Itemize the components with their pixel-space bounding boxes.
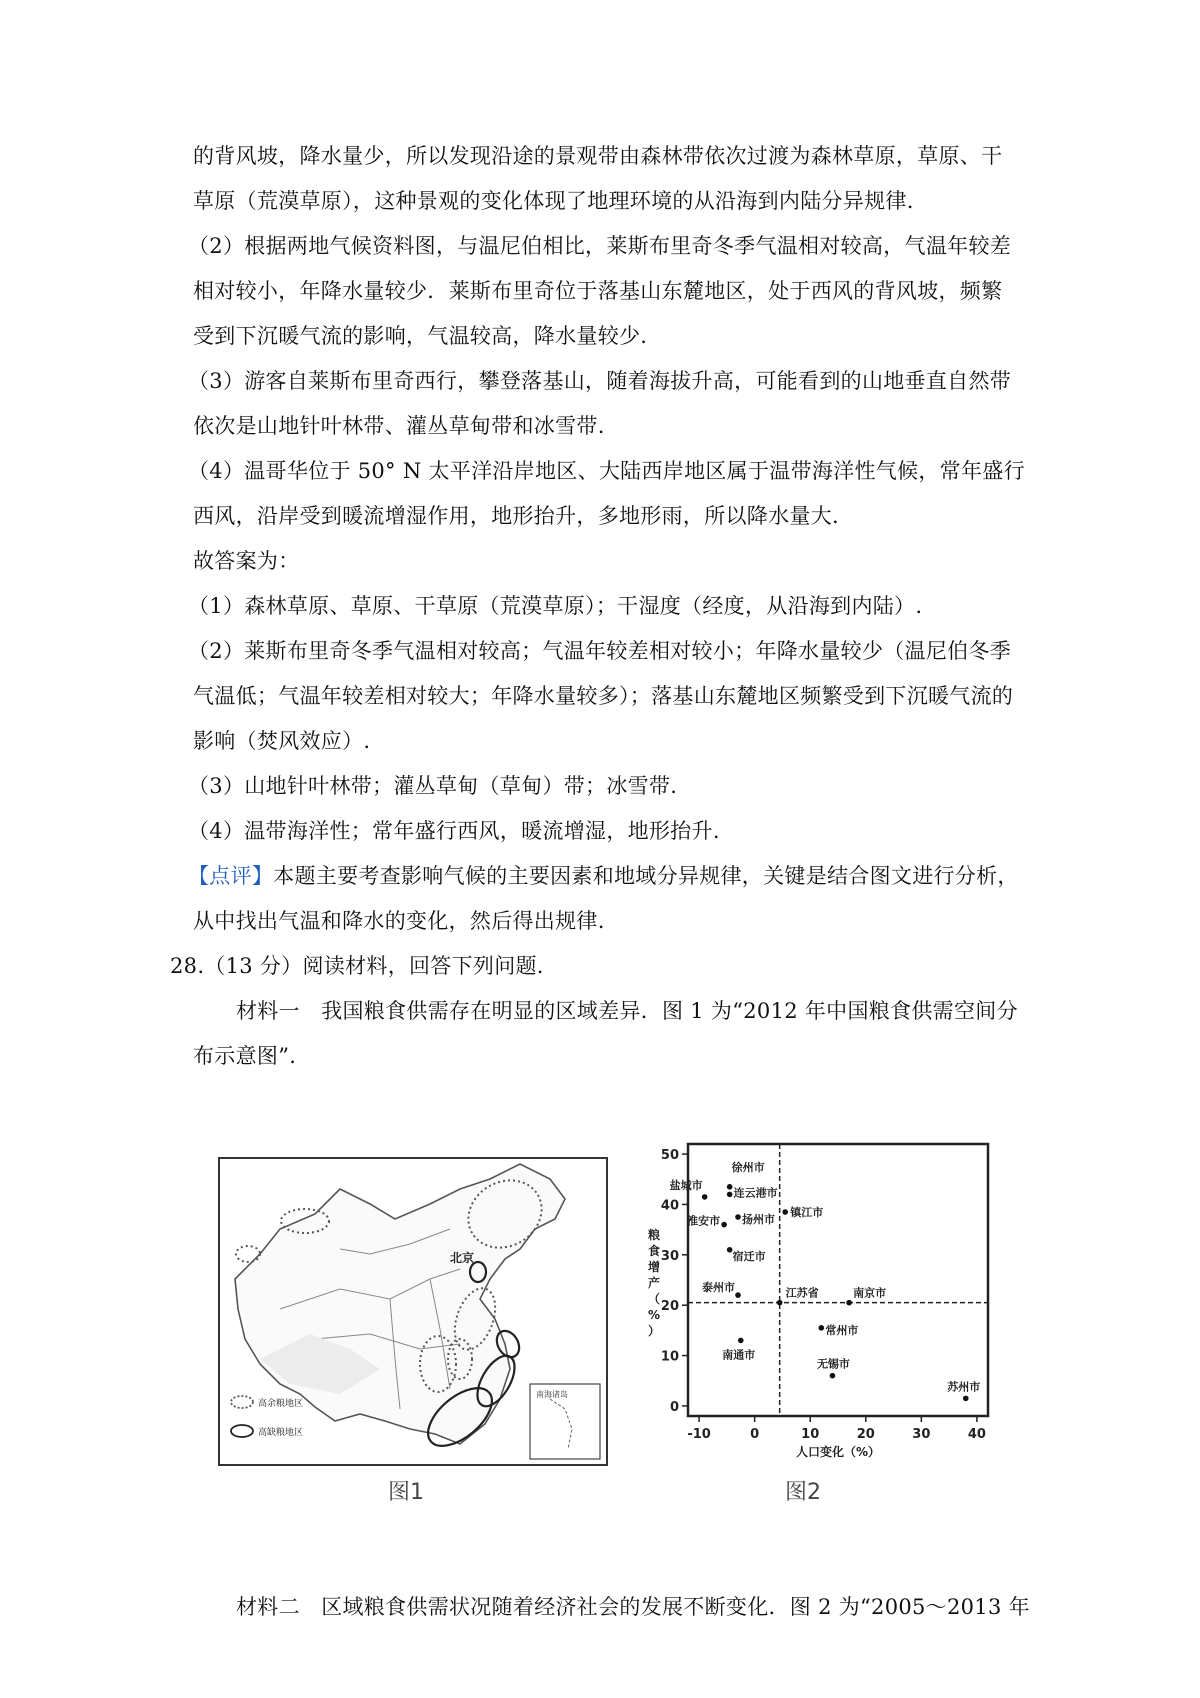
x-tick-label: -10 xyxy=(687,1427,711,1442)
point-label: 常州市 xyxy=(825,1323,859,1337)
data-point xyxy=(727,1192,733,1198)
answer-line-1: （1）森林草原、草原、干草原（荒漠草原）；干湿度（经度，从沿海到内陆）. xyxy=(188,594,923,618)
china-map-svg xyxy=(220,1159,606,1464)
question-28: 28.（13 分）阅读材料，回答下列问题. xyxy=(170,954,544,978)
y-tick-label: 50 xyxy=(660,1148,679,1164)
answer-line-4: 影响（焚风效应）. xyxy=(193,729,371,753)
para-line-7: 依次是山地针叶林带、灌丛草甸带和冰雪带. xyxy=(193,414,605,438)
point-label: 盐城市 xyxy=(669,1178,703,1192)
data-point xyxy=(727,1184,733,1190)
para-line-9: 西风，沿岸受到暖流增湿作用，地形抬升，多地形雨，所以降水量大. xyxy=(193,504,839,528)
data-point xyxy=(727,1247,733,1253)
para-line-5: 受到下沉暖气流的影响，气温较高，降水量较少. xyxy=(193,324,648,348)
y-tick-label: 20 xyxy=(660,1299,679,1315)
answer-line-3: 气温低；气温年较差相对较大；年降水量较多）；落基山东麓地区频繁受到下沉暖气流的 xyxy=(193,684,1014,708)
point-label: 宿迁市 xyxy=(732,1249,766,1263)
point-label: 淮安市 xyxy=(687,1214,721,1228)
y-axis-label-char: 食 xyxy=(647,1244,661,1258)
nanhai-label: 南海诸岛 xyxy=(536,1390,568,1399)
plot-frame xyxy=(688,1144,988,1416)
x-tick-label: 10 xyxy=(801,1427,820,1442)
data-point xyxy=(819,1325,825,1331)
para-line-3: （2）根据两地气候资料图，与温尼伯相比，莱斯布里奇冬季气温相对较高，气温年较差 xyxy=(188,234,1012,258)
x-axis-label: 人口变化（%） xyxy=(795,1445,881,1459)
figure-1-map xyxy=(218,1157,608,1466)
y-axis-label-char: % xyxy=(647,1308,661,1322)
x-tick-label: 0 xyxy=(750,1427,760,1442)
y-axis-label-char: 粮 xyxy=(647,1228,661,1242)
point-label: 扬州市 xyxy=(742,1213,775,1227)
surplus-area-west xyxy=(236,1246,260,1262)
data-point xyxy=(777,1300,783,1306)
y-axis-label-char: （ xyxy=(647,1292,661,1306)
para-line-2: 草原（荒漠草原），这种景观的变化体现了地理环境的从沿海到内陆分异规律. xyxy=(193,189,914,213)
y-tick-label: 0 xyxy=(669,1399,679,1415)
figure-1-caption: 图1 xyxy=(388,1480,424,1505)
y-axis-label-char: 产 xyxy=(647,1276,661,1290)
review-text: 本题主要考查影响气候的主要因素和地域分异规律，关键是结合图文进行分析， xyxy=(273,864,1019,888)
scatter-chart-svg xyxy=(640,1132,1000,1492)
data-point xyxy=(846,1300,852,1306)
data-point xyxy=(963,1396,969,1402)
answer-line-6: （4）温带海洋性；常年盛行西风，暖流增湿，地形抬升. xyxy=(188,819,720,843)
material-1-line-2: 布示意图”. xyxy=(193,1044,297,1068)
point-label: 徐州市 xyxy=(731,1160,765,1174)
y-tick-label: 40 xyxy=(660,1198,679,1214)
legend-deficit-icon xyxy=(231,1425,253,1437)
data-point xyxy=(782,1209,788,1215)
data-point xyxy=(721,1222,727,1228)
para-line-4: 相对较小，年降水量较少．莱斯布里奇位于落基山东麓地区，处于西风的背风坡，频繁 xyxy=(193,279,1003,303)
review-tag: 【点评】 xyxy=(188,864,274,888)
x-tick-label: 30 xyxy=(912,1427,931,1442)
x-tick-label: 20 xyxy=(856,1427,875,1442)
material-2-line: 材料二 区域粮食供需状况随着经济社会的发展不断变化．图 2 为“2005～2013 年 xyxy=(236,1595,1030,1619)
x-tick-label: 40 xyxy=(967,1427,986,1442)
point-label: 南京市 xyxy=(853,1286,887,1300)
point-label: 南通市 xyxy=(722,1348,756,1362)
y-tick-label: 10 xyxy=(660,1349,679,1365)
para-line-1: 的背风坡，降水量少，所以发现沿途的景观带由森林带依次过渡为森林草原，草原、干 xyxy=(193,144,1003,168)
legend-surplus-icon xyxy=(231,1396,253,1408)
legend-deficit-label: 高缺粮地区 xyxy=(258,1428,304,1438)
beijing-label: 北京 xyxy=(450,1251,475,1265)
point-label: 连云港市 xyxy=(733,1186,778,1200)
material-1-line-1: 材料一 我国粮食供需存在明显的区域差异．图 1 为“2012 年中国粮食供需空间分 xyxy=(236,999,1018,1023)
point-label: 无锡市 xyxy=(816,1357,850,1371)
figure-2-caption: 图2 xyxy=(785,1480,821,1505)
answer-line-2: （2）莱斯布里奇冬季气温相对较高；气温年较差相对较小；年降水量较少（温尼伯冬季 xyxy=(188,639,1012,663)
point-label: 泰州市 xyxy=(702,1281,735,1295)
legend-surplus-label: 高余粮地区 xyxy=(258,1399,304,1409)
review-line-1 xyxy=(188,861,1019,891)
para-line-6: （3）游客自莱斯布里奇西行，攀登落基山，随着海拔升高，可能看到的山地垂直自然带 xyxy=(188,369,1012,393)
point-label: 苏州市 xyxy=(947,1380,981,1394)
answer-line-5: （3）山地针叶林带；灌丛草甸（草甸）带；冰雪带. xyxy=(188,774,678,798)
point-label: 江苏省 xyxy=(785,1286,819,1300)
figure-2-chart xyxy=(640,1132,1000,1492)
data-point xyxy=(735,1292,741,1298)
para-line-10: 故答案为： xyxy=(193,549,300,573)
y-tick-label: 30 xyxy=(660,1248,679,1264)
y-axis-label-char: ） xyxy=(647,1324,661,1338)
data-point xyxy=(702,1194,708,1200)
y-axis-label-char: 增 xyxy=(647,1260,661,1274)
para-line-8: （4）温哥华位于 50° N 太平洋沿岸地区、大陆西岸地区属于温带海洋性气候，常年盛行 xyxy=(188,459,1025,483)
review-line-2: 从中找出气温和降水的变化，然后得出规律. xyxy=(193,909,605,933)
data-point xyxy=(735,1214,741,1220)
point-label: 镇江市 xyxy=(790,1206,824,1219)
data-point xyxy=(830,1373,836,1379)
data-point xyxy=(738,1338,744,1344)
